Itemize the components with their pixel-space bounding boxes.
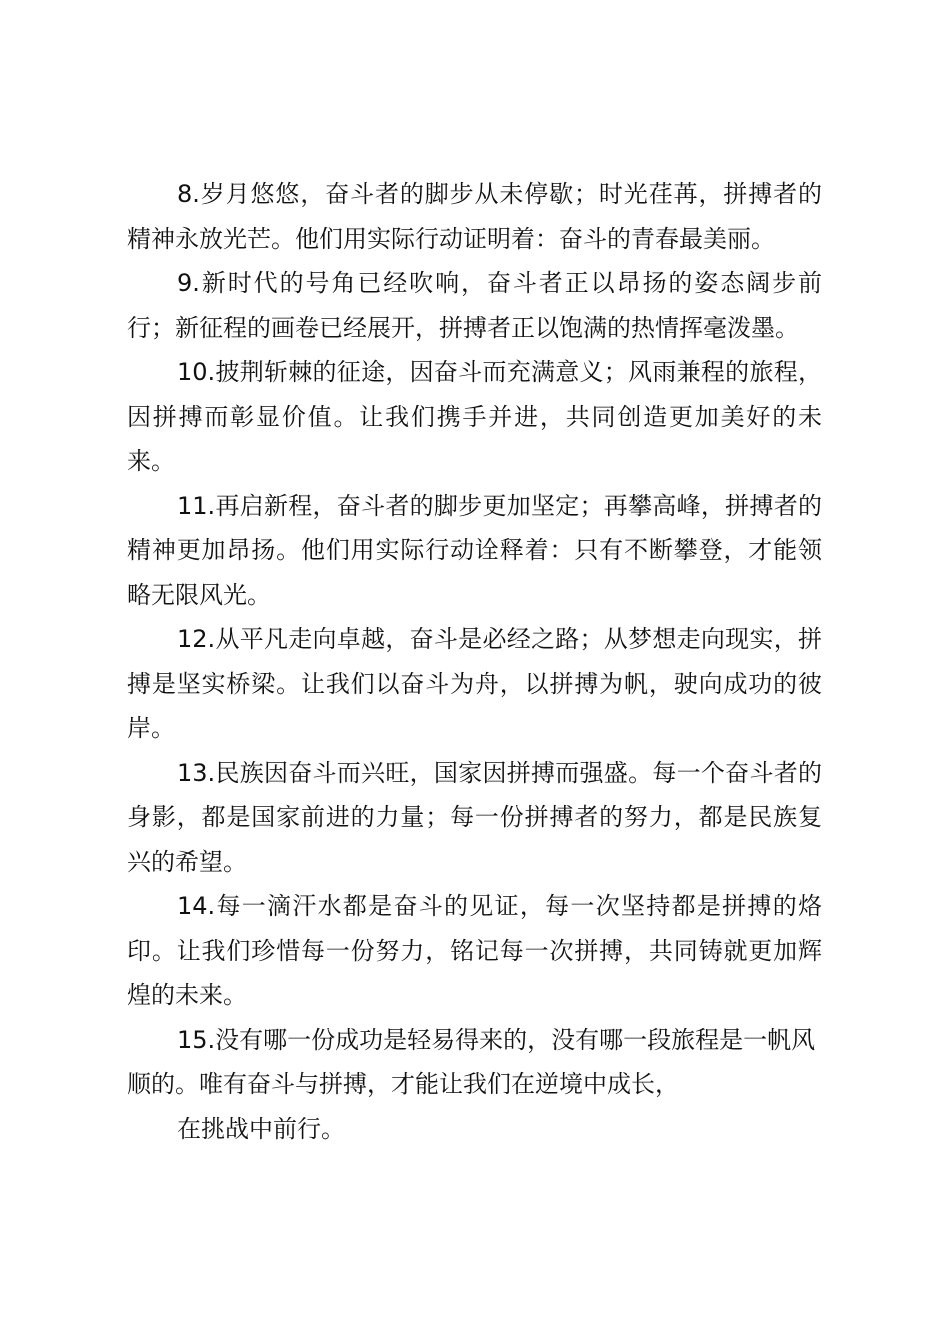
paragraph-10: 10.披荆斩棘的征途，因奋斗而充满意义；风雨兼程的旅程，因拼搏而彰显价值。让我们携手并进，共同创造更加美好的未来。 [127,358,822,475]
document-body [127,172,822,1151]
paragraph-12: 12.从平凡走向卓越，奋斗是必经之路；从梦想走向现实，拼搏是坚实桥梁。让我们以奋斗为舟，以拼搏为帆，驶向成功的彼岸。 [127,625,822,742]
paragraph-9: 9.新时代的号角已经吹响，奋斗者正以昂扬的姿态阔步前行；新征程的画卷已经展开，拼搏者正以饱满的热情挥毫泼墨。 [127,269,822,342]
paragraph-15: 15.没有哪一份成功是轻易得来的，没有哪一段旅程是一帆风顺的。唯有奋斗与拼搏，才能让我们在逆境中成长， [127,1025,816,1098]
paragraph-13: 13.民族因奋斗而兴旺，国家因拼搏而强盛。每一个奋斗者的身影，都是国家前进的力量；每一份拼搏者的努力，都是民族复兴的希望。 [127,758,822,876]
paragraph-15-continuation: 在挑战中前行。 [177,1114,345,1143]
paragraph-14: 14.每一滴汗水都是奋斗的见证，每一次坚持都是拼搏的烙印。让我们珍惜每一份努力，铭记每一次拼搏，共同铸就更加辉煌的未来。 [127,892,822,1009]
paragraph-11: 11.再启新程，奋斗者的脚步更加坚定；再攀高峰，拼搏者的精神更加昂扬。他们用实际行动诠释着：只有不断攀登，才能领略无限风光。 [127,491,822,609]
paragraph-8: 8.岁月悠悠，奋斗者的脚步从未停歇；时光荏苒，拼搏者的精神永放光芒。他们用实际行动证明着：奋斗的青春最美丽。 [127,180,822,253]
